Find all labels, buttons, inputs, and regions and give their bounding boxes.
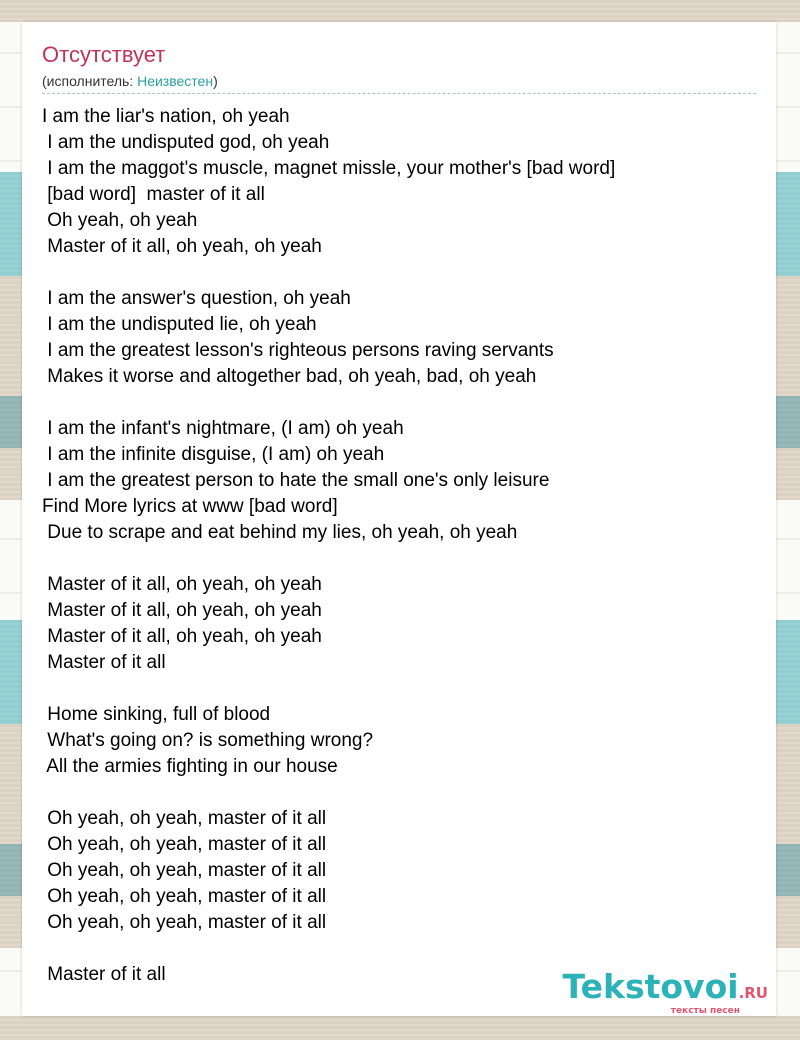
site-logo[interactable] (563, 968, 768, 1016)
lyrics-card (22, 22, 776, 1016)
artist-suffix: ) (213, 73, 218, 89)
logo-tagline: тексты песен (670, 1006, 740, 1016)
logo-tld: .RU (738, 984, 768, 1002)
title-divider (42, 93, 756, 94)
lyrics-text: I am the liar's nation, oh yeah I am the undisputed god, oh yeah I am the maggot's muscle, magnet missle, your mother's [bad word] [bad word] master of it all Oh yeah, oh yeah Master of it all, oh yeah, oh yeah I am the answer's question, oh yeah I am the undisputed lie, oh yeah I am the greatest lesson's righteous persons raving servants Makes it worse and altogether bad, oh yeah, bad, oh yeah I am the infant's nightmare, (I am) oh yeah I am the infinite disguise, (I am) oh yeah I am the greatest person to hate the small one's only leisure Find More lyrics at www [bad word] Due to scrape and eat behind my lies, oh yeah, oh yeah Master of it all, oh yeah, oh yeah Master of it all, oh yeah, oh yeah Master of it all, oh yeah, oh yeah Master of it all Home sinking, full of blood What's going on? is something wrong? All the armies fighting in our house Oh yeah, oh yeah, master of it all Oh yeah, oh yeah, master of it all Oh yeah, oh yeah, master of it all Oh yeah, oh yeah, master of it all Oh yeah, oh yeah, master of it all Master of it all (42, 106, 616, 985)
artist-line (42, 73, 218, 89)
artist-link[interactable]: Неизвестен (137, 73, 214, 89)
song-title: Отсутствует (42, 42, 166, 67)
stripe-beige (0, 0, 800, 22)
logo-name: Tekstovoi (562, 967, 739, 1006)
artist-prefix: (исполнитель: (42, 73, 138, 89)
stripe-beige (0, 1016, 800, 1040)
